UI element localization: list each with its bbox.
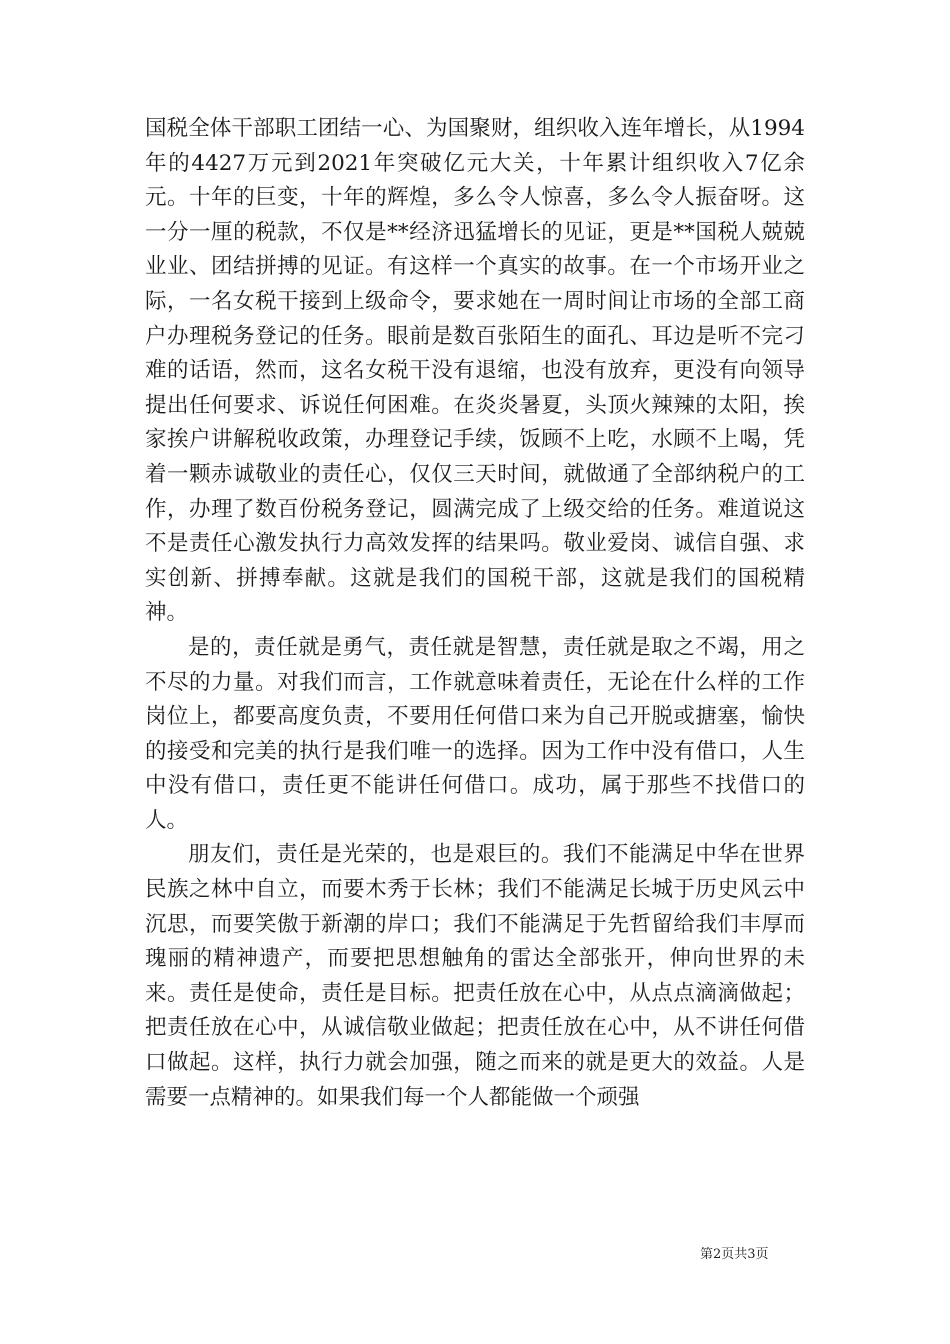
paragraph-1: 国税全体干部职工团结一心、为国聚财，组织收入连年增长，从1994年的4427万元到2021年突破亿元大关，十年累计组织收入7亿余元。十年的巨变，十年的辉煌，多么令人惊喜，多么令人振奋呀。这一分一厘的税款，不仅是**经济迅猛增长的见证，更是**国税人兢兢业业、团结拼搏的见证。有这样一个真实的故事。在一个市场开业之际，一名女税干接到上级命令，要求她在一周时间让市场的全部工商户办理税务登记的任务。眼前是数百张陌生的面孔、耳边是听不完刁难的话语，然而，这名女税干没有退缩，也没有放弃，更没有向领导提出任何要求、诉说任何困难。在炎炎暑夏，头顶火辣辣的太阳，挨家挨户讲解税收政策，办理登记手续，饭顾不上吃，水顾不上喝，凭着一颗赤诚敬业的责任心，仅仅三天时间，就做通了全部纳税户的工作，办理了数百份税务登记，圆满完成了上级交给的任务。难道说这不是责任心激发执行力高效发挥的结果吗。敬业爱岗、诚信自强、求实创新、拼搏奉献。这就是我们的国税干部，这就是我们的国税精神。: [145, 116, 805, 626]
page-number-footer: 第2页共3页: [700, 1247, 769, 1262]
document-body: [145, 112, 805, 1115]
paragraph-3: 朋友们，责任是光荣的，也是艰巨的。我们不能满足中华在世界民族之林中自立，而要木秀于长林；我们不能满足长城于历史风云中沉思，而要笑傲于新潮的岸口；我们不能满足于先哲留给我们丰厚而瑰丽的精神遗产，而要把思想触角的雷达全部张开，伸向世界的未来。责任是使命，责任是目标。把责任放在心中，从点点滴滴做起；把责任放在心中，从诚信敬业做起；把责任放在心中，从不讲任何借口做起。这样，执行力就会加强，随之而来的就是更大的效益。人是需要一点精神的。如果我们每一个人都能做一个顽强: [145, 842, 805, 1110]
paragraph-2: 是的，责任就是勇气，责任就是智慧，责任就是取之不竭，用之不尽的力量。对我们而言，工作就意味着责任，无论在什么样的工作岗位上，都要高度负责，不要用任何借口来为自己开脱或搪塞，愉快的接受和完美的执行是我们唯一的选择。因为工作中没有借口，人生中没有借口，责任更不能讲任何借口。成功，属于那些不找借口的人。: [145, 634, 805, 833]
